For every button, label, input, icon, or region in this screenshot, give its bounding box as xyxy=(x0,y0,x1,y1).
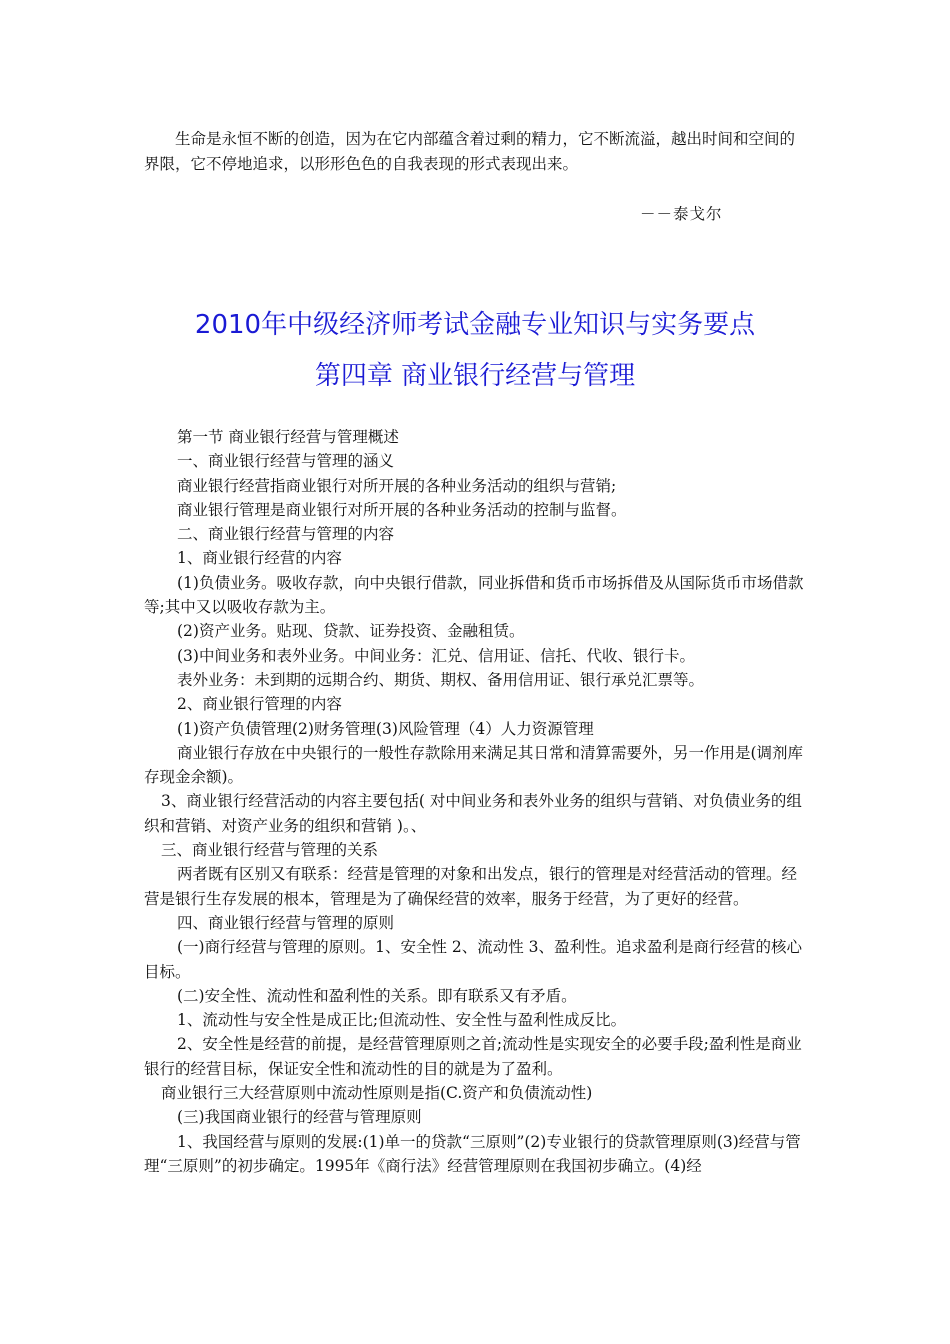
paragraph: 两者既有区别又有联系：经营是管理的对象和出发点，银行的管理是对经营活动的管理。经营是银行生存发展的根本，管理是为了确保经营的效率，服务于经营，为了更好的经营。 xyxy=(144,865,798,908)
paragraph: 商业银行存放在中央银行的一般性存款除用来满足其日常和清算需要外，另一作用是(调剂库存现金余额)。 xyxy=(144,743,804,787)
subsection-heading: 1、商业银行经营的内容 xyxy=(177,549,342,568)
subsection-heading: 一、商业银行经营与管理的涵义 xyxy=(177,452,395,471)
epigraph-author: －－泰戈尔 xyxy=(640,205,723,223)
paragraph: 2、安全性是经营的前提，是经营管理原则之首;流动性是实现安全的必要手段;盈利性是商业银行的经营目标，保证安全性和流动性的目的就是为了盈利。 xyxy=(144,1035,802,1078)
epigraph-quote: 生命是永恒不断的创造，因为在它内部蕴含着过剩的精力，它不断流溢，越出时间和空间的界限，它不停地追求，以形形色色的自我表现的形式表现出来。 xyxy=(144,130,796,173)
paragraph: 商业银行三大经营原则中流动性原则是指(C.资产和负债流动性) xyxy=(161,1084,593,1103)
chapter-title: 第四章 商业银行经营与管理 xyxy=(314,361,636,391)
paragraph: (3)中间业务和表外业务。中间业务：汇兑、信用证、信托、代收、银行卡。 xyxy=(177,646,695,665)
paragraph: 1、我国经营与原则的发展:(1)单一的贷款“三原则”(2)专业银行的贷款管理原则(3)经营与管理“三原则”的初步确定。1995年《商行法》经营管理原则在我国初步确立。(4)经 xyxy=(144,1132,801,1175)
subsection-heading: 二、商业银行经营与管理的内容 xyxy=(177,525,395,544)
paragraph: 1、流动性与安全性是成正比;但流动性、安全性与盈利性成反比。 xyxy=(177,1011,627,1030)
paragraph: 表外业务：未到期的远期合约、期货、期权、备用信用证、银行承兑汇票等。 xyxy=(177,670,705,689)
section-heading: 第一节 商业银行经营与管理概述 xyxy=(177,428,399,446)
paragraph: (2)资产业务。贴现、贷款、证券投资、金融租赁。 xyxy=(177,622,525,641)
paragraph: 商业银行经营指商业银行对所开展的各种业务活动的组织与营销; xyxy=(177,476,617,495)
paragraph: (1)资产负债管理(2)财务管理(3)风险管理（4）人力资源管理 xyxy=(177,719,594,738)
document-title: 2010年中级经济师考试金融专业知识与实务要点 xyxy=(194,310,756,340)
paragraph: 3、商业银行经营活动的内容主要包括( 对中间业务和表外业务的组织与营销、对负债业务的组织和营销、对资产业务的组织和营销 )。、 xyxy=(144,792,802,835)
subsection-heading: 三、商业银行经营与管理的关系 xyxy=(161,841,379,860)
document-body xyxy=(144,425,806,1178)
paragraph: (二)安全性、流动性和盈利性的关系。即有联系又有矛盾。 xyxy=(177,986,577,1005)
subsection-heading: 四、商业银行经营与管理的原则 xyxy=(177,913,395,932)
subsection-heading: (三)我国商业银行的经营与管理原则 xyxy=(177,1108,422,1127)
subsection-heading: 2、商业银行管理的内容 xyxy=(177,695,342,714)
paragraph: (1)负债业务。吸收存款，向中央银行借款，同业拆借和货币市场拆借及从国际货币市场借款等;其中又以吸收存款为主。 xyxy=(144,573,804,617)
paragraph: 商业银行管理是商业银行对所开展的各种业务活动的控制与监督。 xyxy=(177,500,627,519)
paragraph: (一)商行经营与管理的原则。1、安全性 2、流动性 3、盈利性。追求盈利是商行经营的核心目标。 xyxy=(144,938,803,981)
